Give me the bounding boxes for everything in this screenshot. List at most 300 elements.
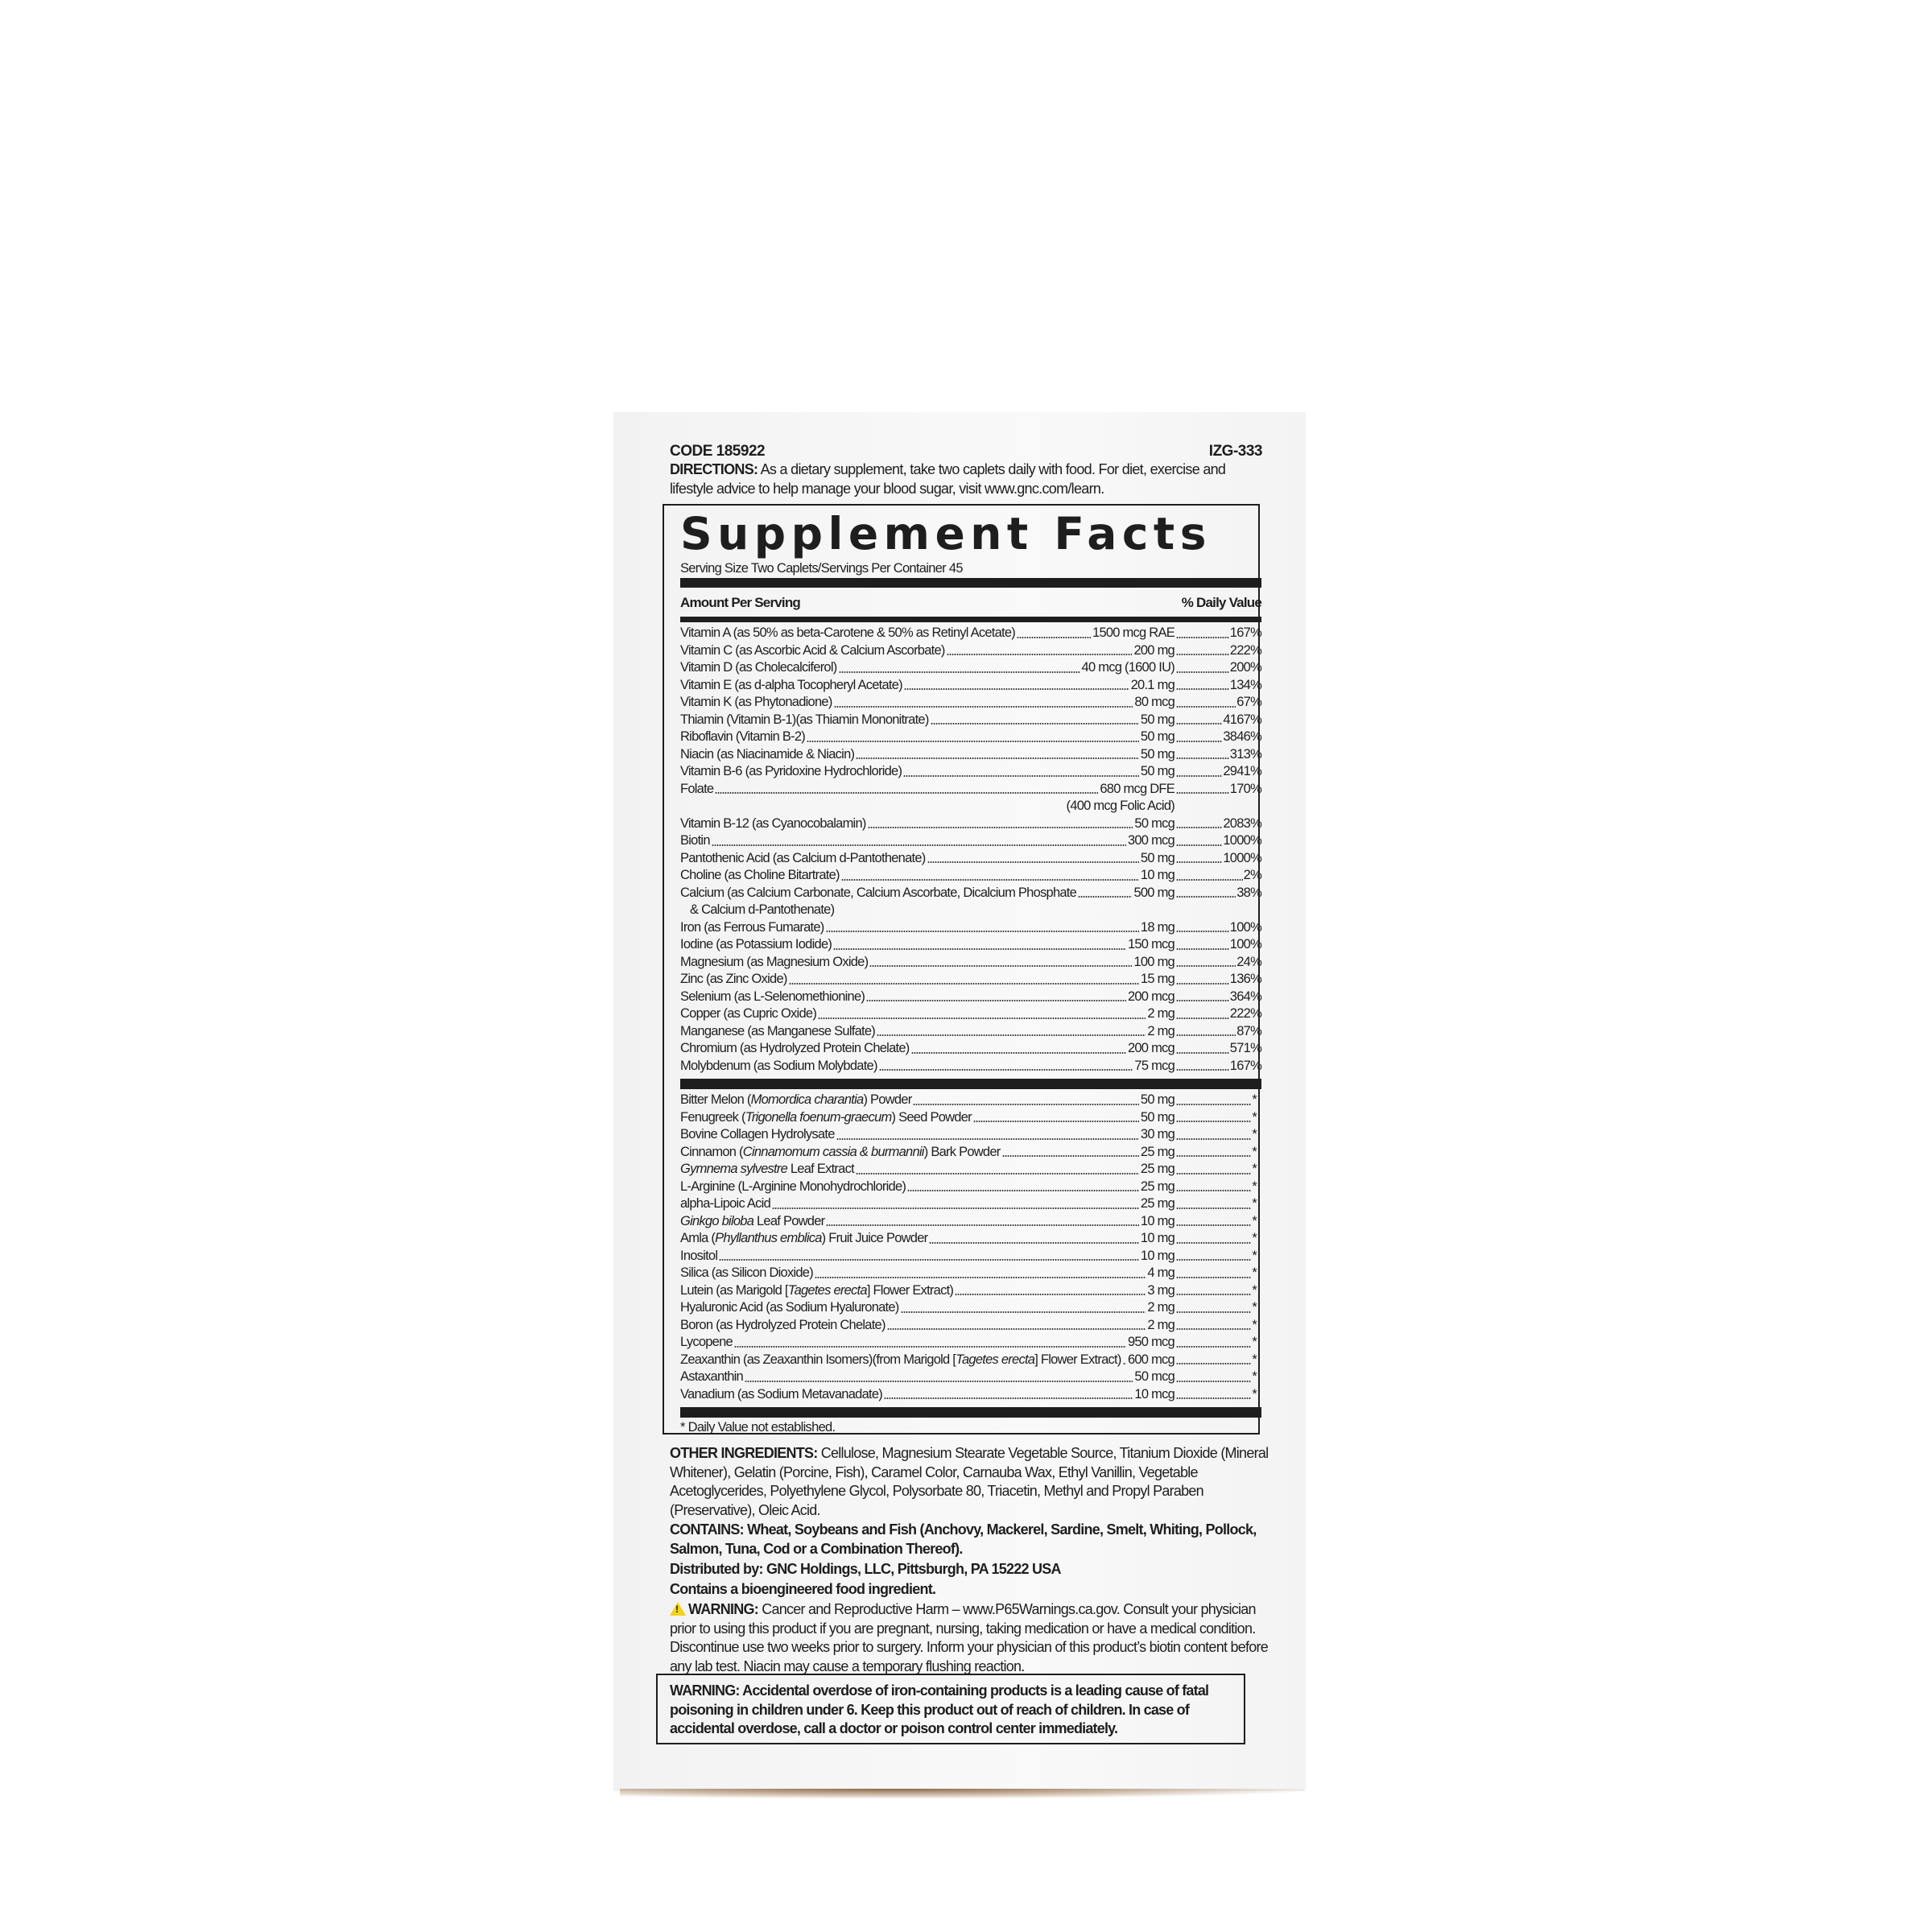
- ingredient-name: [680, 1299, 899, 1317]
- nutrient-name: Vitamin A (as 50% as beta-Carotene & 50% as Retinyl Acetate): [680, 625, 1016, 640]
- dot-leader: [869, 965, 1132, 967]
- serving-size: Serving Size Two Caplets/Servings Per Container 45: [680, 561, 963, 576]
- dot-leader: [1176, 1363, 1251, 1364]
- ingredient-name: [680, 1161, 854, 1179]
- dot-leader: [1176, 1208, 1251, 1209]
- ingredient-name-text: Lycopene: [680, 1335, 733, 1349]
- dot-leader: [1176, 1311, 1251, 1313]
- ingredient-name-text: Zeaxanthin (as Zeaxanthin Isomers)(from Marigold [: [680, 1352, 956, 1367]
- nutrient-name: Pantothenic Acid (as Calcium d-Pantothenate): [680, 850, 926, 865]
- ingredient-name-text: Silica (as Silicon Dioxide): [680, 1265, 813, 1280]
- bioengineered-statement: Contains a bioengineered food ingredient.: [670, 1581, 936, 1597]
- dot-leader: [1176, 1155, 1251, 1157]
- dot-leader: [1176, 741, 1222, 742]
- nutrient-name: Manganese (as Manganese Sulfate): [680, 1023, 875, 1038]
- nutrient-amount: 75 mcg: [1134, 1058, 1174, 1073]
- dot-leader: [719, 1259, 1139, 1261]
- nutrient-amount: 20.1 mg: [1130, 677, 1174, 692]
- ingredient-amount: 950 mcg: [1127, 1335, 1174, 1349]
- nutrient-name: Zinc (as Zinc Oxide): [680, 972, 787, 986]
- ingredient-amount: 25 mg: [1140, 1162, 1174, 1176]
- dot-leader: [715, 792, 1098, 794]
- dot-leader: [868, 827, 1133, 828]
- dot-leader: [1176, 706, 1236, 708]
- ingredient-name-suffix: ) Bark Powder: [923, 1144, 1001, 1159]
- nutrient-amount: 10 mg: [1140, 868, 1174, 882]
- lot-code: IZG-333: [1208, 443, 1262, 460]
- ingredient-amount: 50 mg: [1140, 1092, 1174, 1107]
- amount-per-serving-header: Amount Per Serving: [680, 595, 801, 610]
- nutrient-row: [680, 1058, 1261, 1075]
- dot-leader: [931, 723, 1139, 724]
- ingredient-daily-value: *: [1252, 1300, 1257, 1315]
- ingredient-name: [680, 1092, 911, 1109]
- nutrient-daily-value: 100%: [1229, 919, 1261, 935]
- prop65-warning: [670, 1600, 1282, 1676]
- ingredient-amount: 3 mg: [1147, 1282, 1174, 1298]
- ingredient-name-text: Fenugreek (: [680, 1109, 745, 1125]
- ingredient-name-text: Astaxanthin: [680, 1369, 743, 1384]
- dot-leader: [1176, 1121, 1251, 1122]
- dot-leader: [1176, 1104, 1251, 1105]
- ingredient-name-text: Cinnamon (: [680, 1144, 743, 1159]
- ingredient-name-text: Vanadium (as Sodium Metavanadate): [680, 1386, 883, 1402]
- ingredient-daily-value: *: [1252, 1127, 1257, 1141]
- nutrient-daily-value: 1000%: [1223, 833, 1261, 848]
- supplement-facts-title: Supplement Facts: [680, 508, 1212, 559]
- dot-leader: [772, 1208, 1139, 1209]
- dot-leader: [1176, 1018, 1229, 1019]
- dot-leader: [1176, 879, 1243, 881]
- ingredient-row: [680, 1144, 1261, 1162]
- nutrient-row: [680, 1005, 1261, 1023]
- ingredient-latin-name: Phyllanthus emblica: [715, 1231, 822, 1245]
- ingredient-name-text: L-Arginine (L-Arginine Monohydrochloride): [680, 1179, 906, 1194]
- other-ingredients-label: OTHER INGREDIENTS:: [670, 1445, 818, 1461]
- ingredient-daily-value: *: [1252, 1248, 1257, 1263]
- nutrient-daily-value: 2941%: [1223, 764, 1261, 778]
- nutrient-row: [680, 625, 1261, 642]
- nutrient-amount: 150 mcg: [1127, 937, 1174, 952]
- nutrient-subtext: (400 mcg Folic Acid): [1066, 799, 1174, 813]
- nutrient-daily-value: 364%: [1229, 989, 1261, 1004]
- dot-leader: [1176, 671, 1229, 673]
- dot-leader: [913, 1104, 1139, 1105]
- dot-leader: [1176, 1277, 1251, 1278]
- dot-leader: [1017, 637, 1091, 638]
- nutrient-row: [680, 832, 1261, 850]
- dot-leader: [1176, 1381, 1251, 1382]
- ingredient-amount: 10 mcg: [1134, 1386, 1174, 1402]
- dot-leader: [833, 948, 1126, 950]
- ingredient-name-suffix: ) Seed Powder: [891, 1109, 972, 1125]
- ingredient-daily-value: *: [1252, 1213, 1257, 1228]
- nutrient-daily-value: 4167%: [1223, 712, 1261, 727]
- ingredient-name-suffix: ] Flower Extract): [866, 1282, 954, 1298]
- ingredient-name: [680, 1386, 882, 1404]
- ingredient-amount: 600 mcg: [1127, 1352, 1174, 1367]
- ingredient-row: [680, 1092, 1261, 1109]
- dot-leader: [1123, 1363, 1126, 1364]
- prop65-text: Cancer and Reproductive Harm – www.P65Warnings.ca.gov. Consult your physician prior to using this product if you are pregnant, nursing, taking medication or have a medical condition. Discontinue use two weeks prior to surgery. Inform your physician of this product’s biotin content before any lab test. Niacin may cause a temporary flushing reaction.: [670, 1601, 1268, 1674]
- nutrient-daily-value: 24%: [1236, 954, 1261, 969]
- dot-leader: [1176, 983, 1229, 985]
- nutrient-row: [680, 1023, 1261, 1041]
- ingredient-row: [680, 1230, 1261, 1248]
- nutrient-name: Choline (as Choline Bitartrate): [680, 868, 840, 882]
- nutrient-amount: 680 mcg DFE: [1100, 781, 1174, 796]
- dot-leader: [1176, 1242, 1251, 1244]
- nutrient-amount: 50 mg: [1140, 729, 1174, 744]
- dot-leader: [877, 1034, 1146, 1036]
- nutrient-name: Folate: [680, 781, 714, 796]
- dot-leader: [1176, 1346, 1251, 1348]
- dot-leader: [826, 1224, 1139, 1226]
- daily-value-header: % Daily Value: [1181, 595, 1261, 610]
- ingredient-latin-name: Momordica charantia: [750, 1092, 864, 1107]
- ingredient-amount: 10 mg: [1140, 1231, 1174, 1245]
- dot-leader: [789, 983, 1139, 985]
- product-code: CODE 185922: [670, 443, 766, 460]
- nutrient-daily-value: 1000%: [1223, 850, 1261, 865]
- ingredient-daily-value: *: [1252, 1144, 1257, 1159]
- nutrient-daily-value: 3846%: [1223, 729, 1261, 744]
- prop65-label: WARNING:: [688, 1601, 758, 1617]
- nutrient-name: Riboflavin (Vitamin B-2): [680, 729, 806, 744]
- dot-leader: [1176, 1069, 1229, 1071]
- nutrient-daily-value: 87%: [1236, 1023, 1261, 1038]
- dot-leader: [866, 1000, 1126, 1001]
- dot-leader: [1176, 758, 1229, 759]
- ingredient-name: [680, 1179, 906, 1196]
- nutrient-daily-value: 136%: [1229, 972, 1261, 986]
- nutrient-row: [680, 746, 1261, 764]
- nutrient-daily-value: 167%: [1229, 625, 1261, 640]
- nutrient-daily-value: 313%: [1229, 746, 1261, 762]
- ingredient-name: [680, 1317, 886, 1335]
- ingredient-amount: 2 mg: [1147, 1300, 1174, 1315]
- nutrient-row: [680, 867, 1261, 885]
- nutrient-amount: 50 mg: [1140, 746, 1174, 762]
- nutrient-row: [680, 936, 1261, 954]
- nutrient-name: Vitamin D (as Cholecalciferol): [680, 660, 837, 675]
- nutrient-amount: 50 mg: [1140, 712, 1174, 727]
- ingredient-amount: 30 mg: [1140, 1127, 1174, 1141]
- ingredient-daily-value: *: [1252, 1092, 1257, 1107]
- allergen-contains: CONTAINS: Wheat, Soybeans and Fish (Anchovy, Mackerel, Sardine, Smelt, Whiting, Pollock, Salmon, Tuna, Cod or a Combination Thereof).: [670, 1521, 1257, 1557]
- distributed-by: Distributed by: GNC Holdings, LLC, Pittsburgh, PA 15222 USA: [670, 1561, 1061, 1577]
- ingredient-name-text: Inositol: [680, 1248, 718, 1263]
- dot-leader: [1176, 827, 1222, 828]
- nutrient-row: [680, 729, 1261, 746]
- ingredient-amount: 4 mg: [1147, 1265, 1174, 1280]
- ingredient-daily-value: *: [1252, 1109, 1257, 1125]
- ingredient-daily-value: *: [1252, 1352, 1257, 1367]
- ingredient-daily-value: *: [1252, 1369, 1257, 1384]
- ingredient-amount: 25 mg: [1140, 1179, 1174, 1194]
- dot-leader: [734, 1346, 1126, 1348]
- nutrient-row: [680, 1040, 1261, 1058]
- panel-shadow: [620, 1789, 1304, 1798]
- ingredient-name-suffix: ) Powder: [863, 1092, 912, 1107]
- dot-leader: [1176, 1034, 1236, 1036]
- ingredient-name: [680, 1109, 972, 1127]
- nutrient-row: [680, 763, 1261, 781]
- nutrient-amount: 18 mg: [1140, 919, 1174, 935]
- thick-divider: [680, 578, 1261, 588]
- dot-leader: [745, 1381, 1133, 1382]
- ingredient-name-text: Amla (: [680, 1231, 716, 1245]
- ingredient-name-suffix: Leaf Powder: [753, 1213, 825, 1228]
- dot-leader: [903, 775, 1139, 777]
- nutrient-row: [680, 919, 1261, 937]
- dot-leader: [826, 931, 1139, 932]
- ingredient-row: [680, 1317, 1261, 1335]
- ingredient-name-text: Lutein (as Marigold [: [680, 1282, 788, 1298]
- nutrient-amount: 500 mg: [1133, 885, 1174, 900]
- medium-divider: [680, 617, 1261, 622]
- nutrient-daily-value: 134%: [1229, 677, 1261, 692]
- ingredient-name: [680, 1248, 717, 1265]
- nutrient-name: Calcium (as Calcium Carbonate, Calcium Ascorbate, Dicalcium Phosphate: [680, 885, 1077, 900]
- ingredient-name-suffix: ) Fruit Juice Powder: [821, 1231, 928, 1245]
- ingredient-amount: 10 mg: [1140, 1213, 1174, 1228]
- ingredient-row: [680, 1109, 1261, 1127]
- nutrient-row: [680, 885, 1261, 902]
- ingredient-amount: 10 mg: [1140, 1248, 1174, 1263]
- ingredient-latin-name: Tagetes erecta: [787, 1282, 867, 1298]
- dot-leader: [973, 1121, 1139, 1122]
- nutrient-amount: 300 mcg: [1127, 833, 1174, 848]
- nutrient-amount: 1500 mcg RAE: [1092, 625, 1174, 640]
- ingredient-name: [680, 1282, 953, 1300]
- nutrient-daily-value: 67%: [1236, 695, 1261, 709]
- ingredient-amount: 25 mg: [1140, 1196, 1174, 1211]
- dot-leader: [1176, 931, 1229, 932]
- directions: [670, 460, 1265, 498]
- directions-text: As a dietary supplement, take two caplets daily with food. For diet, exercise and lifestyle advice to help manage your blood sugar, visit www.gnc.com/learn.: [670, 461, 1226, 497]
- ingredient-row: [680, 1248, 1261, 1265]
- nutrient-name: Copper (as Cupric Oxide): [680, 1006, 817, 1021]
- ingredient-row: [680, 1213, 1261, 1231]
- dot-leader: [1176, 1173, 1251, 1174]
- dot-leader: [1176, 723, 1222, 724]
- nutrient-name: Magnesium (as Magnesium Oxide): [680, 954, 869, 969]
- dot-leader: [1176, 792, 1229, 794]
- dot-leader: [947, 654, 1132, 655]
- dot-leader: [1176, 1259, 1251, 1261]
- ingredient-name: [680, 1126, 835, 1144]
- dot-leader: [1078, 896, 1132, 898]
- nutrient-row: [680, 781, 1261, 799]
- ingredient-row: [680, 1126, 1261, 1144]
- warning-triangle-icon: [670, 1602, 686, 1616]
- ingredient-daily-value: *: [1252, 1317, 1257, 1332]
- ingredient-name: [680, 1213, 824, 1231]
- dot-leader: [1002, 1155, 1139, 1157]
- nutrient-row: [680, 659, 1261, 677]
- dot-leader: [712, 844, 1126, 846]
- directions-label: DIRECTIONS:: [670, 461, 758, 477]
- nutrient-subtext: & Calcium d-Pantothenate): [690, 902, 835, 917]
- nutrient-daily-value: 222%: [1229, 642, 1261, 658]
- nutrient-amount: 50 mg: [1140, 764, 1174, 778]
- section-divider: [680, 1079, 1261, 1089]
- ingredient-latin-name: Gymnema sylvestre: [680, 1162, 788, 1176]
- dot-leader: [839, 671, 1080, 673]
- dot-leader: [879, 1069, 1133, 1071]
- dot-leader: [1176, 775, 1222, 777]
- daily-value-footnote: * Daily Value not established.: [680, 1420, 836, 1435]
- dot-leader: [1176, 948, 1229, 950]
- ingredient-name-suffix: ] Flower Extract): [1034, 1352, 1121, 1367]
- ingredient-daily-value: *: [1252, 1265, 1257, 1280]
- nutrient-row: [680, 989, 1261, 1006]
- nutrient-amount: 200 mcg: [1127, 989, 1174, 1004]
- dot-leader: [1176, 861, 1222, 863]
- nutrient-name: Iron (as Ferrous Fumarate): [680, 919, 824, 935]
- ingredient-row: [680, 1334, 1261, 1352]
- dot-leader: [807, 741, 1139, 742]
- dot-leader: [1176, 1138, 1251, 1140]
- ingredient-row: [680, 1161, 1261, 1179]
- dot-leader: [929, 1242, 1139, 1244]
- bottom-divider: [680, 1407, 1261, 1418]
- dot-leader: [841, 879, 1139, 881]
- ingredient-daily-value: *: [1252, 1335, 1257, 1349]
- ingredient-daily-value: *: [1252, 1386, 1257, 1402]
- ingredient-name-text: Hyaluronic Acid (as Sodium Hyaluronate): [680, 1300, 899, 1315]
- ingredient-row: [680, 1179, 1261, 1196]
- ingredient-amount: 25 mg: [1140, 1144, 1174, 1159]
- nutrient-name: Vitamin K (as Phytonadione): [680, 695, 832, 709]
- nutrient-amount: 50 mcg: [1134, 815, 1174, 831]
- nutrient-row: [680, 815, 1261, 833]
- dot-leader: [1176, 1294, 1251, 1295]
- ingredient-latin-name: Cinnamomum cassia & burmannii: [742, 1144, 924, 1159]
- ingredient-row: [680, 1282, 1261, 1300]
- dot-leader: [911, 1052, 1126, 1054]
- nutrient-amount: 2 mg: [1147, 1023, 1174, 1038]
- nutrient-daily-value: 170%: [1229, 781, 1261, 796]
- nutrient-name: Biotin: [680, 833, 710, 848]
- ingredient-daily-value: *: [1252, 1196, 1257, 1211]
- ingredient-daily-value: *: [1252, 1231, 1257, 1245]
- ingredient-name: [680, 1352, 1121, 1369]
- ingredient-row: [680, 1195, 1261, 1213]
- ingredient-amount: 50 mg: [1140, 1109, 1174, 1125]
- nutrient-name: Molybdenum (as Sodium Molybdate): [680, 1058, 877, 1073]
- dot-leader: [1176, 1052, 1229, 1054]
- ingredient-name: [680, 1265, 813, 1282]
- ingredient-name: [680, 1195, 770, 1213]
- ingredient-row: [680, 1265, 1261, 1282]
- ingredient-name: [680, 1230, 927, 1248]
- nutrient-name: Chromium (as Hydrolyzed Protein Chelate): [680, 1041, 910, 1055]
- nutrient-amount: 200 mg: [1133, 642, 1174, 658]
- nutrient-name: Vitamin B-6 (as Pyridoxine Hydrochloride): [680, 764, 902, 778]
- dot-leader: [887, 1328, 1146, 1330]
- dot-leader: [1176, 965, 1236, 967]
- ingredient-daily-value: *: [1252, 1162, 1257, 1176]
- ingredient-latin-name: Tagetes erecta: [956, 1352, 1035, 1367]
- nutrient-name: Niacin (as Niacinamide & Niacin): [680, 746, 855, 762]
- dot-leader: [856, 758, 1139, 759]
- dot-leader: [1176, 637, 1229, 638]
- ingredient-amount: 50 mcg: [1134, 1369, 1174, 1384]
- ingredient-row: [680, 1386, 1261, 1404]
- nutrient-daily-value: 571%: [1229, 1041, 1261, 1055]
- nutrient-amount: 80 mcg: [1134, 695, 1174, 709]
- dot-leader: [1176, 1190, 1251, 1191]
- nutrient-daily-value: 100%: [1229, 937, 1261, 952]
- dot-leader: [927, 861, 1139, 863]
- nutrient-name: Vitamin B-12 (as Cyanocobalamin): [680, 815, 866, 831]
- nutrient-name: Vitamin C (as Ascorbic Acid & Calcium Ascorbate): [680, 642, 945, 658]
- ingredient-name: [680, 1334, 733, 1352]
- dot-leader: [818, 1018, 1146, 1019]
- dot-leader: [856, 1173, 1139, 1174]
- nutrient-row: [680, 677, 1261, 695]
- nutrient-amount: 15 mg: [1140, 972, 1174, 986]
- nutrient-name: Vitamin E (as d-alpha Tocopheryl Acetate): [680, 677, 902, 692]
- dot-leader: [1176, 1000, 1229, 1001]
- dot-leader: [955, 1294, 1146, 1295]
- ingredient-name: [680, 1368, 743, 1386]
- ingredient-name-suffix: Leaf Extract: [787, 1162, 854, 1176]
- dot-leader: [1176, 1224, 1251, 1226]
- nutrient-name: Thiamin (Vitamin B-1)(as Thiamin Mononitrate): [680, 712, 929, 727]
- ingredient-daily-value: *: [1252, 1179, 1257, 1194]
- ingredient-latin-name: Trigonella foenum-graecum: [745, 1109, 892, 1125]
- nutrient-daily-value: 38%: [1236, 885, 1261, 900]
- dot-leader: [1176, 1328, 1251, 1330]
- dot-leader: [1176, 654, 1229, 655]
- nutrient-name: Iodine (as Potassium Iodide): [680, 937, 832, 952]
- ingredient-name-text: Boron (as Hydrolyzed Protein Chelate): [680, 1317, 886, 1332]
- ingredient-row: [680, 1299, 1261, 1317]
- dot-leader: [834, 706, 1133, 708]
- nutrient-name: Selenium (as L-Selenomethionine): [680, 989, 865, 1004]
- dot-leader: [1176, 844, 1222, 846]
- nutrient-daily-value: 167%: [1229, 1058, 1261, 1073]
- dot-leader: [815, 1277, 1146, 1278]
- nutrient-row: [680, 642, 1261, 660]
- ingredient-row: [680, 1368, 1261, 1386]
- ingredient-amount: 2 mg: [1147, 1317, 1174, 1332]
- ingredient-name-text: Bitter Melon (: [680, 1092, 751, 1107]
- nutrient-row: [680, 971, 1261, 989]
- ingredient-row: [680, 1352, 1261, 1369]
- nutrient-amount: 40 mcg (1600 IU): [1081, 660, 1174, 675]
- dot-leader: [836, 1138, 1139, 1140]
- nutrient-amount: 200 mcg: [1127, 1041, 1174, 1055]
- iron-warning-text: WARNING: Accidental overdose of iron-containing products is a leading cause of fatal poisoning in children under 6. Keep this product out of reach of children. In case of accidental overdose, call a doctor or poison control center immediately.: [670, 1682, 1209, 1736]
- dot-leader: [907, 1190, 1139, 1191]
- dot-leader: [1176, 896, 1236, 898]
- nutrient-row: [680, 694, 1261, 712]
- dot-leader: [884, 1397, 1133, 1399]
- dot-leader: [904, 688, 1129, 690]
- nutrient-daily-value: 222%: [1229, 1006, 1261, 1021]
- nutrient-daily-value: 200%: [1229, 660, 1261, 675]
- ingredient-name-text: Bovine Collagen Hydrolysate: [680, 1127, 835, 1141]
- ingredient-latin-name: Ginkgo biloba: [680, 1213, 754, 1228]
- other-ingredients-text: Cellulose, Magnesium Stearate Vegetable Source, Titanium Dioxide (Mineral Whitener), Gelatin (Porcine, Fish), Caramel Color, Carnauba Wax, Ethyl Vanillin, Vegetable Acetoglycerides, Polyethylene Glycol, Polysorbate 80, Triacetin, Methyl and Propyl Paraben (Preservative), Oleic Acid.: [670, 1445, 1269, 1518]
- nutrient-amount: 100 mg: [1133, 954, 1174, 969]
- ingredient-name-text: alpha-Lipoic Acid: [680, 1196, 770, 1211]
- nutrient-row: [680, 712, 1261, 729]
